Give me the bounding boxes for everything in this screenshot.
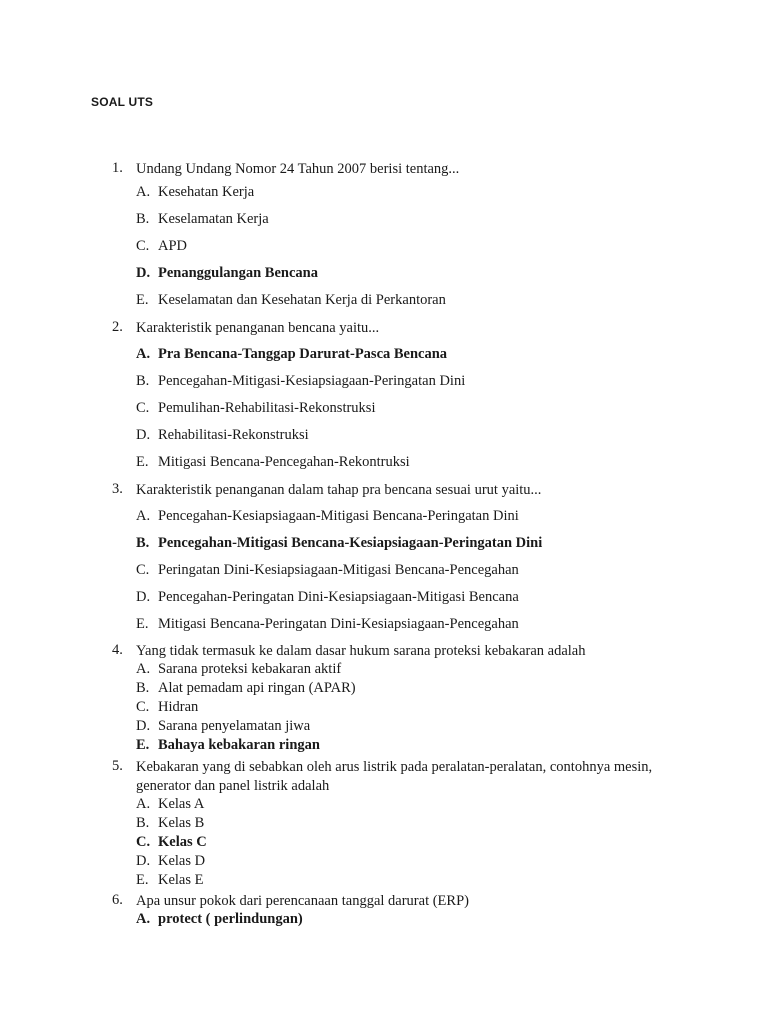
option-text: Keselamatan dan Kesehatan Kerja di Perkantoran bbox=[158, 292, 446, 308]
option-text: Kesehatan Kerja bbox=[158, 184, 255, 200]
option-letter: A. bbox=[136, 508, 151, 524]
option-text: Sarana penyelamatan jiwa bbox=[158, 718, 311, 734]
question-number: 3. bbox=[112, 481, 123, 497]
option-letter: C. bbox=[136, 699, 150, 715]
option-text: Pencegahan-Peringatan Dini-Kesiapsiagaan-Mitigasi Bencana bbox=[158, 589, 519, 605]
document-title: SOAL UTS bbox=[91, 95, 154, 109]
option-text: Kelas A bbox=[158, 796, 205, 812]
option-text: Sarana proteksi kebakaran aktif bbox=[158, 661, 342, 677]
option-text: Rehabilitasi-Rekonstruksi bbox=[158, 427, 309, 443]
option-letter: B. bbox=[136, 535, 150, 551]
option-letter: C. bbox=[136, 238, 150, 254]
option-letter: D. bbox=[136, 427, 151, 443]
option-text-correct: Bahaya kebakaran ringan bbox=[158, 737, 320, 753]
option-letter: B. bbox=[136, 211, 150, 227]
option-text-correct: protect ( perlindungan) bbox=[158, 911, 303, 927]
option-text: Kelas E bbox=[158, 872, 204, 888]
question-number: 2. bbox=[112, 319, 123, 335]
option-text: Pemulihan-Rehabilitasi-Rekonstruksi bbox=[158, 400, 376, 416]
option-text: Pencegahan-Kesiapsiagaan-Mitigasi Bencana-Peringatan Dini bbox=[158, 508, 519, 524]
option-letter: E. bbox=[136, 616, 149, 632]
option-text: Peringatan Dini-Kesiapsiagaan-Mitigasi Bencana-Pencegahan bbox=[158, 562, 519, 578]
option-letter: A. bbox=[136, 796, 151, 812]
option-text: Pencegahan-Mitigasi-Kesiapsiagaan-Peringatan Dini bbox=[158, 373, 466, 389]
option-letter: C. bbox=[136, 400, 150, 416]
option-letter: A. bbox=[136, 661, 151, 677]
question-text: Kebakaran yang di sebabkan oleh arus listrik pada peralatan-peralatan, contohnya mesin, generator dan panel listrik adalah bbox=[136, 759, 653, 794]
question-number: 1. bbox=[112, 160, 123, 176]
option-letter: B. bbox=[136, 680, 150, 696]
option-letter: E. bbox=[136, 737, 150, 753]
question-number: 6. bbox=[112, 892, 123, 908]
question-text: Undang Undang Nomor 24 Tahun 2007 berisi tentang... bbox=[136, 161, 460, 177]
option-text-correct: Pencegahan-Mitigasi Bencana-Kesiapsiagaan-Peringatan Dini bbox=[158, 535, 543, 551]
option-letter: E. bbox=[136, 872, 149, 888]
option-letter: B. bbox=[136, 815, 150, 831]
option-letter: E. bbox=[136, 454, 149, 470]
option-letter: E. bbox=[136, 292, 149, 308]
option-text: Kelas D bbox=[158, 853, 206, 869]
option-text: Mitigasi Bencana-Peringatan Dini-Kesiapsiagaan-Pencegahan bbox=[158, 616, 519, 632]
option-text: Alat pemadam api ringan (APAR) bbox=[158, 680, 356, 696]
option-text: Kelas B bbox=[158, 815, 205, 831]
option-letter: D. bbox=[136, 589, 151, 605]
option-text: Keselamatan Kerja bbox=[158, 211, 269, 227]
question-number: 5. bbox=[112, 758, 123, 774]
question-text: Yang tidak termasuk ke dalam dasar hukum sarana proteksi kebakaran adalah bbox=[136, 643, 586, 659]
option-letter: B. bbox=[136, 373, 150, 389]
question-number: 4. bbox=[112, 642, 123, 658]
option-text: Hidran bbox=[158, 699, 199, 715]
option-letter: A. bbox=[136, 911, 151, 927]
option-text: APD bbox=[158, 238, 188, 254]
option-text-correct: Pra Bencana-Tanggap Darurat-Pasca Bencana bbox=[158, 346, 448, 362]
option-letter: D. bbox=[136, 265, 151, 281]
option-letter: A. bbox=[136, 346, 151, 362]
option-text: Mitigasi Bencana-Pencegahan-Rekontruksi bbox=[158, 454, 410, 470]
option-text-correct: Kelas C bbox=[158, 834, 207, 850]
option-letter: A. bbox=[136, 184, 151, 200]
option-text-correct: Penanggulangan Bencana bbox=[158, 265, 318, 281]
option-letter: C. bbox=[136, 834, 151, 850]
option-letter: D. bbox=[136, 853, 151, 869]
question-text: Karakteristik penanganan bencana yaitu... bbox=[136, 320, 380, 336]
question-text: Karakteristik penanganan dalam tahap pra bencana sesuai urut yaitu... bbox=[136, 482, 542, 498]
question-text: Apa unsur pokok dari perencanaan tanggal darurat (ERP) bbox=[136, 893, 469, 909]
option-letter: D. bbox=[136, 718, 151, 734]
option-letter: C. bbox=[136, 562, 150, 578]
